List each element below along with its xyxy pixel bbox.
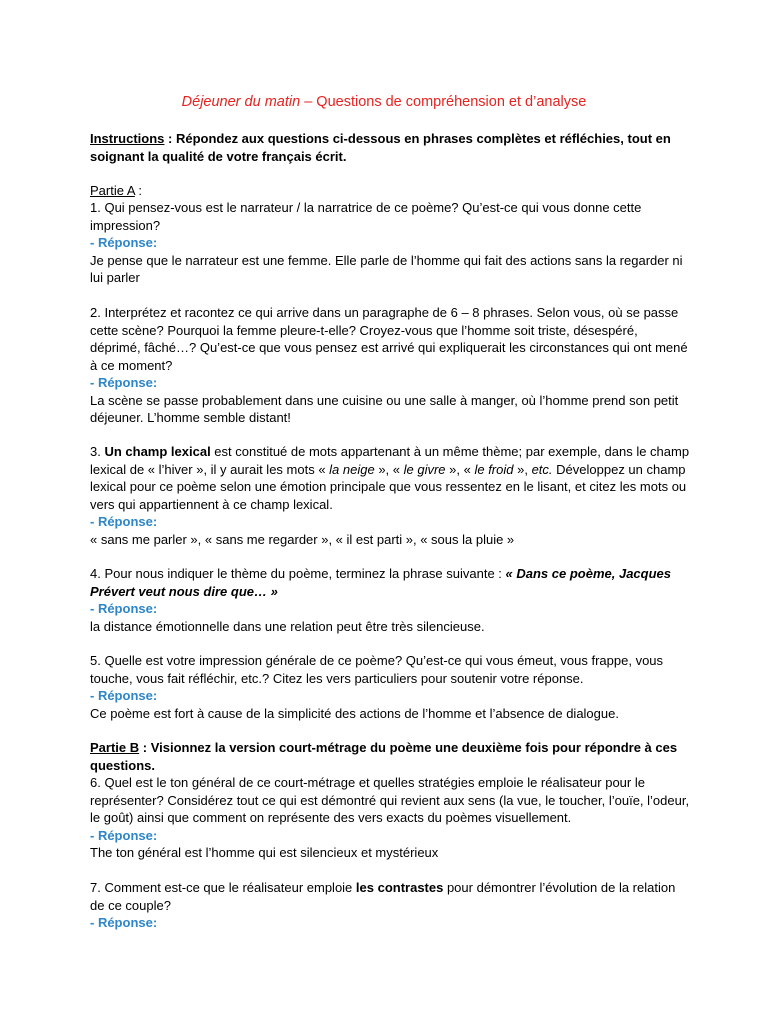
q3-example: le givre [403,461,446,477]
q3-part: », « [445,461,475,477]
q3-part: », « [374,461,404,477]
question-4-text [90,565,690,600]
part-a-label: Partie A [90,183,135,198]
answer-2: La scène se passe probablement dans une cuisine ou une salle à manger, où l’homme prend son petit déjeuner. L’homme semble distant! [90,392,679,425]
question-6-text: 6. Quel est le ton général de ce court-métrage et quelles stratégies emploie le réalisateur pour le représenter? Considérez tout ce qui est démontré qui revient aux sens (la vue, le toucher, l’ouïe, l’odeur, le goût) ainsi que comment on représente des vers exacts du poèmes visuellement. [90,775,690,825]
response-label: - Réponse: [90,375,158,390]
page-title [0,94,768,110]
part-b-text: : Visionnez la version court-métrage du poème une deuxième fois pour répondre à ces questions. [90,740,678,773]
part-b [90,739,690,862]
response-label: - Réponse: [90,827,158,843]
q7-term: les contrastes [355,880,444,895]
q4-prompt: 4. Pour nous indiquer le thème du poème, terminez la phrase suivante : [90,566,506,581]
question-3 [90,443,690,548]
response-label: - Réponse: [90,688,158,703]
q3-part: est constitué de mots appartenant à un même thème; par exemple, dans le champ lexical de « l’hiver », il y aurait les mots « [90,444,690,477]
question-1 [90,199,690,287]
response-label: - Réponse: [90,514,158,529]
q3-part: », [513,461,532,477]
q7-part: 7. Comment est-ce que le réalisateur emploie [90,880,356,895]
title-poem-name: Déjeuner du matin [181,94,301,110]
answer-3: « sans me parler », « sans me regarder », « il est parti », « sous la pluie » [90,531,515,547]
question-5-text: 5. Quelle est votre impression générale de ce poème? Qu’est-ce qui vous émeut, vous frappe, vous touche, vous fait réfléchir, etc.? Citez les vers particuliers pour soutenir votre réponse. [90,653,664,686]
instructions-text: : Répondez aux questions ci-dessous en phrases complètes et réfléchies, tout en soignant la qualité de votre français écrit. [90,131,671,164]
question-2 [90,304,690,427]
part-b-heading [90,739,690,774]
q3-example: le froid [474,461,514,477]
title-subtitle: – Questions de compréhension et d’analyse [300,94,587,110]
response-label: - Réponse: [90,235,158,250]
q3-part: 3. [90,444,105,459]
part-a-heading [90,182,690,200]
question-5 [90,652,690,722]
instructions [90,130,690,165]
part-b-label: Partie B [90,740,140,755]
q3-example: la neige [329,461,375,477]
question-3-text [90,443,690,513]
q4-sentence: « Dans ce poème, Jacques Prévert veut nous dire que… » [90,566,672,599]
q3-part: Développez un champ lexical pour ce poème selon une émotion principale que vous ressentez en le lisant, et citez les mots ou vers qui appartiennent à ce champ lexical. [90,461,687,512]
answer-5: Ce poème est fort à cause de la simplicité des actions de l’homme et l’absence de dialogue. [90,705,619,721]
question-4 [90,565,690,635]
answer-1: Je pense que le narrateur est une femme. Elle parle de l’homme qui fait des actions sans la regarder ni lui parler [90,252,683,285]
question-2-text: 2. Interprétez et racontez ce qui arrive dans un paragraphe de 6 – 8 phrases. Selon vous, où se passe cette scène? Pourquoi la femme pleure-t-elle? Croyez-vous que l’homme soit triste, désespéré, déprimé, fâché…? Qu’est-ce que vous pensez est arrivé qui expliquerait les circonstances qui ont mené à ce moment? [90,305,688,373]
answer-6: The ton général est l’homme qui est silencieux et mystérieux [90,845,439,860]
response-label: - Réponse: [90,915,158,930]
instructions-label: Instructions [90,131,165,146]
question-1-text: 1. Qui pensez-vous est le narrateur / la narratrice de ce poème? Qu’est-ce qui vous donne cette impression? [90,200,642,233]
part-a-suffix: : [134,183,143,198]
response-label: - Réponse: [90,601,158,616]
question-7-text [90,879,690,914]
q7-part: pour démontrer l’évolution de la relation de ce couple? [90,880,676,913]
q3-term: Un champ lexical [104,444,211,459]
q3-example: etc. [531,461,553,477]
answer-4: la distance émotionnelle dans une relation peut être très silencieuse. [90,618,485,634]
question-7 [90,879,690,932]
